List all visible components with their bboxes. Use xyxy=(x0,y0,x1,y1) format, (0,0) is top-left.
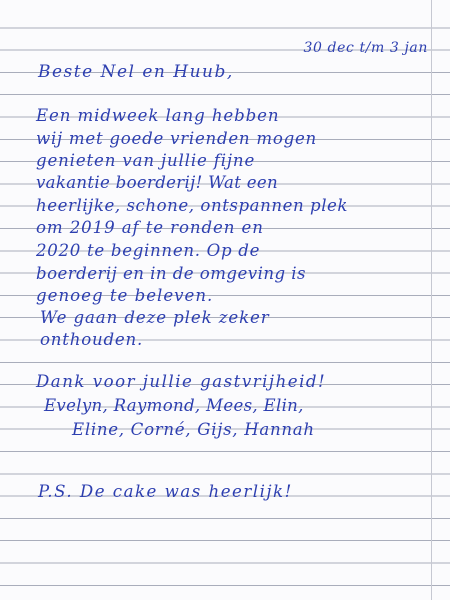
body-line: genoeg te beleven. xyxy=(36,286,214,305)
margin-line xyxy=(431,0,432,600)
body-line: Een midweek lang hebben xyxy=(36,106,280,125)
letter-date: 30 dec t/m 3 jan xyxy=(303,40,428,56)
body-line: om 2019 af te ronden en xyxy=(36,218,264,237)
body-line: genieten van jullie fijne xyxy=(36,151,256,170)
thanks-line: Dank voor jullie gastvrijheid! xyxy=(36,372,327,391)
body-line: We gaan deze plek zeker xyxy=(40,308,270,327)
postscript: P.S. De cake was heerlijk! xyxy=(38,482,293,501)
body-line: boerderij en in de omgeving is xyxy=(36,264,306,283)
signature-names: Eline, Corné, Gijs, Hannah xyxy=(72,420,315,439)
signature-names: Evelyn, Raymond, Mees, Elin, xyxy=(44,396,304,415)
body-line: vakantie boerderij! Wat een xyxy=(36,173,278,192)
body-line: heerlijke, schone, ontspannen plek xyxy=(36,196,349,215)
body-line: wij met goede vrienden mogen xyxy=(36,129,317,148)
letter-greeting: Beste Nel en Huub, xyxy=(38,62,234,82)
body-line: onthouden. xyxy=(40,330,144,349)
body-line: 2020 te beginnen. Op de xyxy=(36,241,261,260)
